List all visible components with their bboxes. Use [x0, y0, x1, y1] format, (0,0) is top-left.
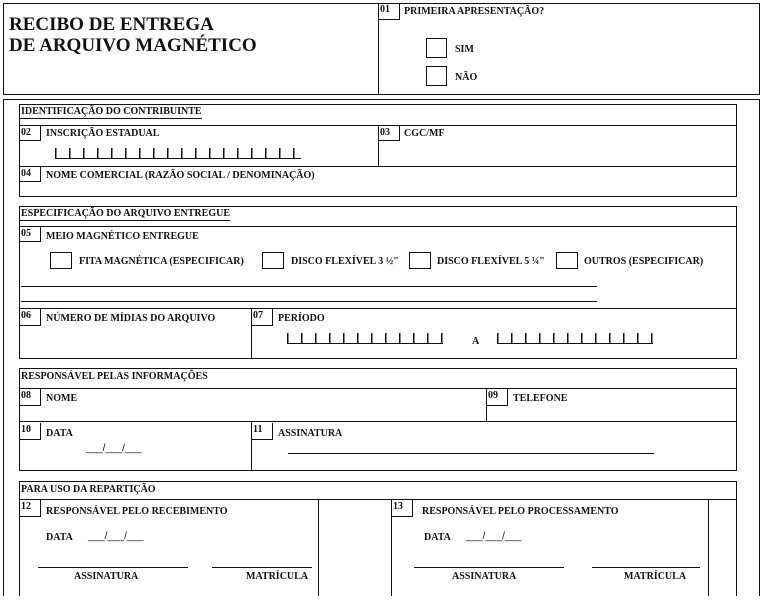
processing-date-label: DATA — [424, 532, 451, 543]
trade-name-label: NOME COMERCIAL (RAZÃO SOCIAL / DENOMINAÇÃO) — [46, 170, 315, 181]
spec-line-2[interactable] — [21, 301, 597, 302]
period-end-input[interactable] — [497, 333, 653, 344]
processing-registration-label: MATRÍCULA — [624, 571, 687, 582]
floppy-525-label: DISCO FLEXÍVEL 5 ¼" — [437, 256, 545, 267]
processing-responsible-label: RESPONSÁVEL PELO PROCESSAMENTO — [422, 506, 619, 517]
floppy-35-label: DISCO FLEXÍVEL 3 ½" — [291, 256, 399, 267]
processing-signature-line[interactable] — [414, 567, 564, 568]
receipt-signature-line[interactable] — [38, 567, 188, 568]
field-number-09: 09 — [486, 389, 508, 406]
floppy-525-checkbox[interactable] — [409, 252, 431, 269]
field-number-07: 07 — [251, 309, 273, 326]
nao-checkbox[interactable] — [426, 66, 447, 86]
receipt-responsible-label: RESPONSÁVEL PELO RECEBIMENTO — [46, 506, 228, 517]
identification-title: IDENTIFICAÇÃO DO CONTRIBUINTE — [21, 106, 202, 117]
media-label: MEIO MAGNÉTICO ENTREGUE — [46, 231, 199, 242]
nao-label: NÃO — [455, 72, 478, 83]
field-number-11: 11 — [251, 423, 273, 440]
name-label: NOME — [46, 393, 78, 404]
field-number-02: 02 — [19, 126, 41, 141]
other-label: OUTROS (ESPECIFICAR) — [584, 256, 704, 267]
signature-label: ASSINATURA — [278, 428, 343, 439]
cgc-input[interactable] — [401, 142, 731, 164]
state-registration-label: INSCRIÇÃO ESTADUAL — [46, 128, 160, 139]
field-number-05: 05 — [19, 227, 41, 242]
period-start-input[interactable] — [287, 333, 443, 344]
phone-label: TELEFONE — [513, 393, 568, 404]
trade-name-input[interactable] — [46, 183, 731, 195]
date-input[interactable]: ___/___/___ — [86, 443, 142, 454]
receipt-registration-label: MATRÍCULA — [246, 571, 309, 582]
first-presentation-label: PRIMEIRA APRESENTAÇÃO? — [404, 6, 545, 17]
receipt-date-input[interactable]: ___/___/___ — [88, 531, 144, 542]
receipt-signature-label: ASSINATURA — [74, 571, 139, 582]
responsible-title: RESPONSÁVEL PELAS INFORMAÇÕES — [21, 371, 208, 382]
signature-line[interactable] — [288, 453, 654, 454]
name-input[interactable] — [46, 406, 482, 420]
processing-signature-label: ASSINATURA — [452, 571, 517, 582]
state-registration-input[interactable] — [55, 148, 301, 159]
media-count-label: NÚMERO DE MÍDIAS DO ARQUIVO — [46, 313, 216, 324]
receipt-date-label: DATA — [46, 532, 73, 543]
field-number-13: 13 — [391, 500, 413, 517]
processing-registration-line[interactable] — [592, 567, 700, 568]
form-title-line1: RECIBO DE ENTREGA — [9, 14, 214, 35]
field-number-06: 06 — [19, 309, 41, 326]
field-number-12: 12 — [19, 500, 41, 517]
field-number-08: 08 — [19, 389, 41, 406]
other-checkbox[interactable] — [556, 252, 578, 269]
field-number-10: 10 — [19, 423, 41, 440]
period-label: PERÍODO — [278, 313, 325, 324]
field-number-01: 01 — [378, 3, 400, 20]
spec-line-1[interactable] — [21, 286, 597, 287]
field-number-03: 03 — [378, 126, 400, 141]
floppy-35-checkbox[interactable] — [262, 252, 284, 269]
form-title — [9, 14, 257, 56]
tape-checkbox[interactable] — [50, 252, 72, 269]
specification-title: ESPECIFICAÇÃO DO ARQUIVO ENTREGUE — [21, 208, 230, 219]
office-title: PARA USO DA REPARTIÇÃO — [21, 484, 156, 495]
date-label: DATA — [46, 428, 73, 439]
media-count-input[interactable] — [24, 330, 246, 354]
sim-label: SIM — [455, 44, 474, 55]
receipt-registration-line[interactable] — [212, 567, 312, 568]
row-05-top — [19, 226, 737, 227]
field-number-04: 04 — [19, 167, 41, 182]
phone-input[interactable] — [513, 406, 733, 420]
cgc-label: CGC/MF — [404, 128, 445, 139]
period-a-label: A — [472, 336, 480, 347]
tape-label: FITA MAGNÉTICA (ESPECIFICAR) — [79, 256, 244, 267]
sim-checkbox[interactable] — [426, 38, 447, 58]
form-title-line2: DE ARQUIVO MAGNÉTICO — [9, 35, 257, 56]
row-06-07 — [19, 308, 737, 309]
processing-date-input[interactable]: ___/___/___ — [466, 531, 522, 542]
